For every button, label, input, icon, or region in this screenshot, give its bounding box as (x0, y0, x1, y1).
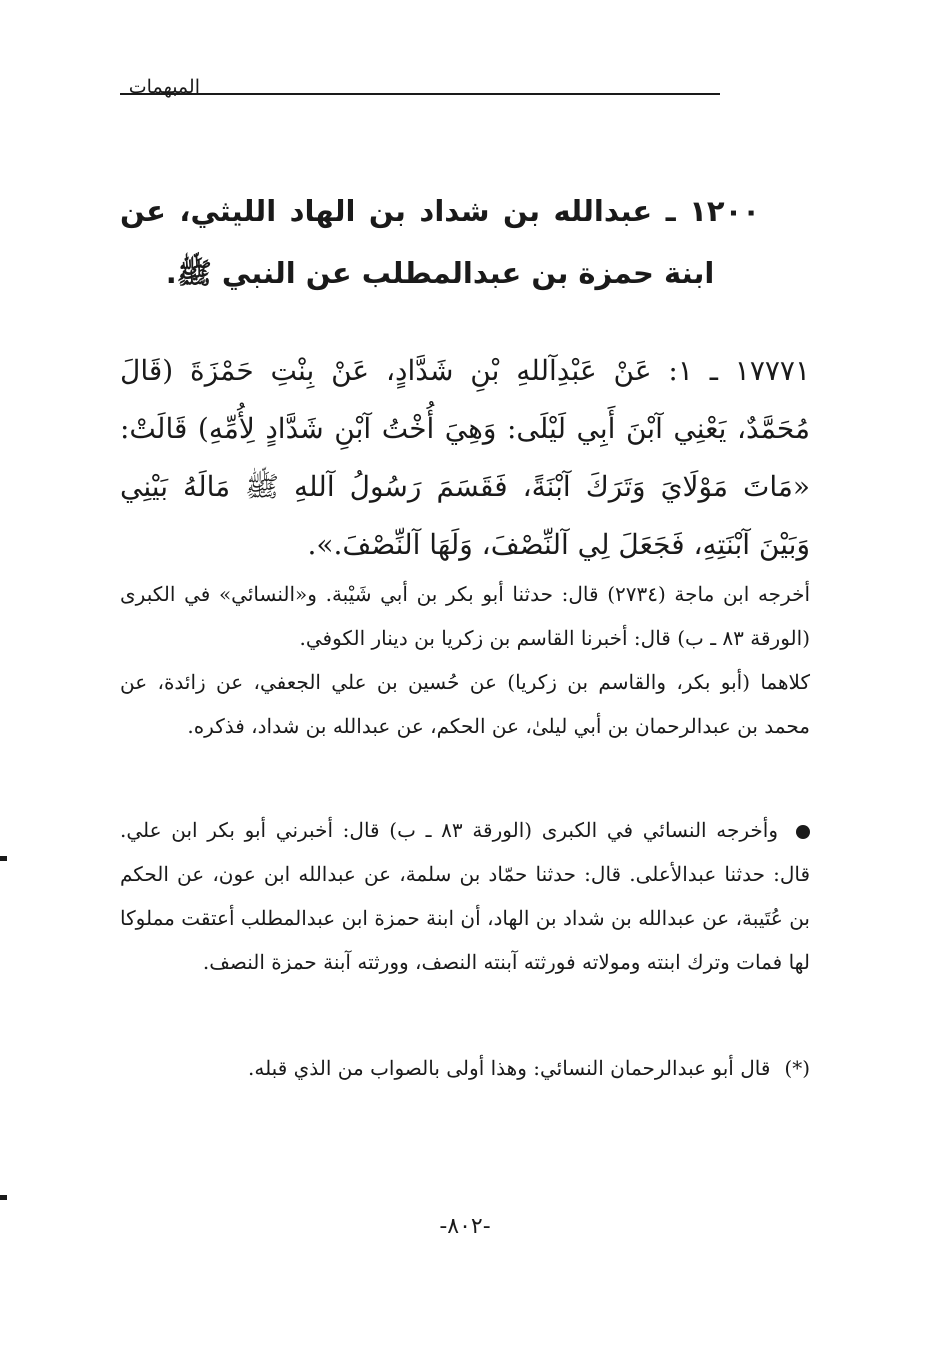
edge-mark (0, 1195, 7, 1200)
bullet-icon (796, 825, 810, 839)
edge-mark (0, 856, 7, 861)
footnote-takhrij-2: كلاهما (أبو بكر، والقاسم بن زكريا) عن حُسين بن علي الجعفي، عن زائدة، عن محمد بن عبدالرحمان بن أبي ليلىٰ، عن الحكم، عن عبدالله بن شداد، فذكره. (120, 670, 810, 738)
running-header (120, 76, 812, 106)
footnote-takhrij-3-text: وأخرجه النسائي في الكبرى (الورقة ٨٣ ـ ب) قال: أخبرني أبو بكر ابن علي. قال: حدثنا عبدالأعلى. قال: حدثنا حمّاد بن سلمة، عن عبدالله ابن عون، عن الحكم بن عُتَيبة، عن عبدالله بن شداد بن الهاد، أن ابنة حمزة ابن عبدالمطلب أعتقت مملوكا لها فمات وترك ابنته ومولاته فورثته آبنته النصف، وورثته آبنة حمزة النصف. (120, 818, 810, 974)
running-header-title: المبهمات (128, 76, 200, 98)
footnote-takhrij-3 (120, 808, 810, 984)
asterisk-marker: (*) (784, 1056, 810, 1080)
footnote-takhrij-1: أخرجه ابن ماجة (٢٧٣٤) قال: حدثنا أبو بكر بن أبي شَيْبة. و«النسائي» في الكبرى (الورقة ٨٣ ـ ب) قال: أخبرنا القاسم بن زكريا بن دينار الكوفي. (120, 582, 810, 650)
footnote-nasai-comment (120, 1046, 810, 1090)
hadith-text: ١٧٧٧١ ـ ١: عَنْ عَبْدِآللهِ بْنِ شَدَّادٍ، عَنْ بِنْتِ حَمْزَةَ (قَالَ مُحَمَّدٌ، يَعْنِي آبْنَ أَبِي لَيْلَى: وَهِيَ أُخْتُ آبْنِ شَدَّادٍ لِأُمِّهِ) قَالَتْ: «مَاتَ مَوْلَايَ وَتَرَكَ آبْنَةً، فَقَسَمَ رَسُولُ آللهِ ﷺ مَالَهُ بَيْنِي وَبَيْنَ آبْنَتِهِ، فَجَعَلَ لِي آلنِّصْفَ، وَلَهَا آلنِّصْفَ.». (120, 354, 810, 561)
header-rule (120, 93, 720, 95)
footnote-nasai-comment-text: قال أبو عبدالرحمان النسائي: وهذا أولى بالصواب من الذي قبله. (247, 1056, 771, 1080)
chapter-heading: ١٢٠٠ ـ عبدالله بن شداد بن الهاد الليثي، عن ابنة حمزة بن عبدالمطلب عن النبي ﷺ. (120, 194, 760, 290)
page-number: -٨٠٢- (439, 1214, 491, 1239)
